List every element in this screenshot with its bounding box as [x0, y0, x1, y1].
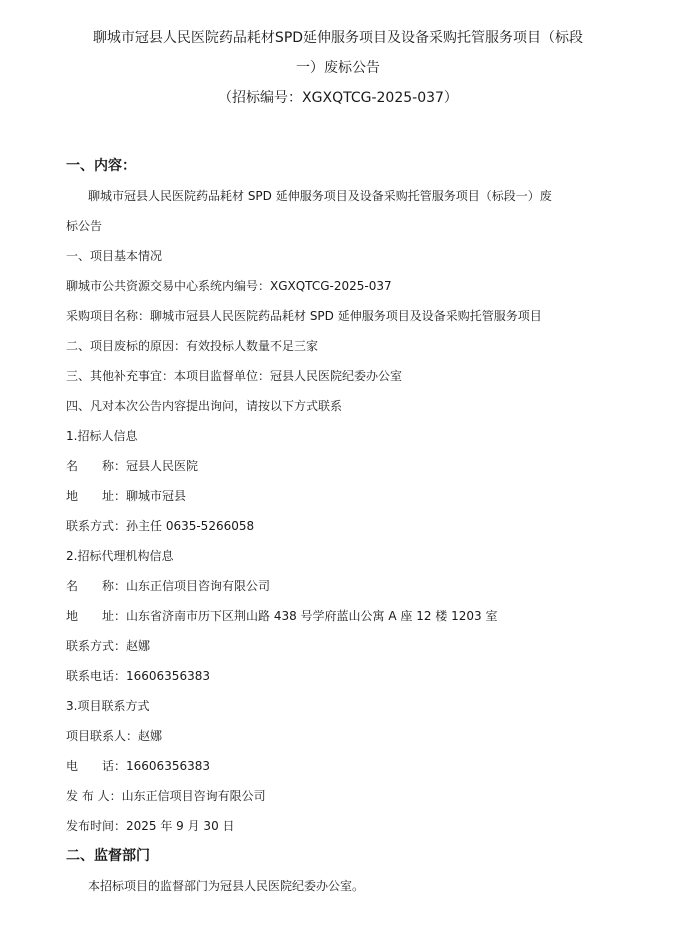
- publisher-row: [66, 787, 266, 805]
- tenderer-contact: 联系方式：孙主任 0635-5266058: [66, 519, 255, 533]
- project-contact-heading: 3.项目联系方式: [66, 699, 150, 713]
- agency-name-label: 名 称：: [66, 579, 127, 593]
- internal-number: 聊城市公共资源交易中心系统内编号：XGXQTCG-2025-037: [66, 279, 392, 293]
- cancellation-reason: 二、项目废标的原因：有效投标人数量不足三家: [66, 339, 319, 353]
- project-phone-row: [66, 757, 210, 775]
- agency-address: 山东省济南市历下区荆山路 438 号学府蓝山公寓 A 座 12 楼 1203 室: [126, 609, 498, 623]
- agency-contact: 联系方式：赵娜: [66, 639, 151, 653]
- section1-heading: 一、内容：: [66, 158, 136, 174]
- agency-heading: 2.招标代理机构信息: [66, 549, 174, 563]
- agency-name: 山东正信项目咨询有限公司: [126, 579, 271, 593]
- publisher: 山东正信项目咨询有限公司: [121, 789, 266, 803]
- publish-time: 发布时间：2025 年 9 月 30 日: [66, 819, 235, 833]
- basic-info-heading: 一、项目基本情况: [66, 249, 163, 263]
- document-title-line1: 聊城市冠县人民医院药品耗材SPD延伸服务项目及设备采购托管服务项目（标段: [92, 30, 584, 46]
- inquiry-instructions: 四、凡对本次公告内容提出询问，请按以下方式联系: [66, 399, 343, 413]
- project-name: 采购项目名称：聊城市冠县人民医院药品耗材 SPD 延伸服务项目及设备采购托管服务项目: [66, 309, 542, 323]
- tenderer-name: 冠县人民医院: [126, 459, 199, 473]
- agency-address-label: 地 址：: [66, 609, 127, 623]
- tenderer-address-label: 地 址：: [66, 489, 127, 503]
- tender-number: （招标编号：XGXQTCG-2025-037）: [218, 90, 458, 106]
- project-contact-person: 项目联系人：赵娜: [66, 729, 163, 743]
- tenderer-heading: 1.招标人信息: [66, 429, 138, 443]
- agency-phone: 联系电话：16606356383: [66, 669, 210, 683]
- document-title-line2: 一）废标公告: [296, 60, 380, 76]
- tenderer-address-row: [66, 487, 186, 505]
- publisher-label: 发 布 人：: [66, 789, 122, 803]
- project-phone-label: 电 话：: [66, 759, 127, 773]
- tenderer-name-label: 名 称：: [66, 459, 127, 473]
- intro-line2: 标公告: [66, 219, 103, 233]
- agency-name-row: [66, 577, 270, 595]
- agency-address-row: [66, 607, 497, 625]
- intro-line1: 聊城市冠县人民医院药品耗材 SPD 延伸服务项目及设备采购托管服务项目（标段一）废: [88, 189, 552, 203]
- other-matters: 三、其他补充事宜：本项目监督单位：冠县人民医院纪委办公室: [66, 369, 403, 383]
- supervision-text: 本招标项目的监督部门为冠县人民医院纪委办公室。: [88, 879, 365, 893]
- tenderer-name-row: [66, 457, 198, 475]
- tenderer-address: 聊城市冠县: [126, 489, 187, 503]
- section2-heading: 二、监督部门: [66, 848, 150, 864]
- project-phone: 16606356383: [126, 759, 210, 773]
